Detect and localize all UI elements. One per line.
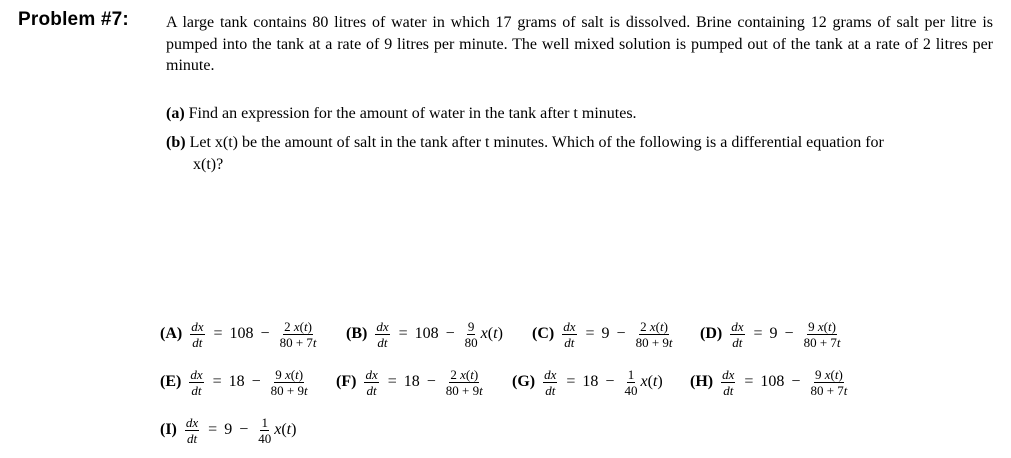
part-b-text: Let x(t) be the amount of salt in the tank after t minutes. Which of the following is a differential equation for — [189, 134, 884, 151]
rate-denominator: 80 + 7t — [810, 382, 848, 398]
part-a-label: (a) — [166, 105, 185, 122]
rate-fraction — [635, 320, 674, 349]
trailing-term: x(t) — [480, 325, 503, 342]
option-label: (A) — [160, 325, 183, 342]
derivative-numerator: dx — [185, 414, 199, 430]
rate-fraction — [279, 320, 318, 349]
minus-sign: − — [445, 325, 455, 342]
derivative-numerator: dx — [544, 366, 557, 382]
equals-sign: = — [208, 421, 218, 438]
constant-term: 108 — [229, 325, 254, 342]
answer-option-b[interactable] — [346, 314, 503, 354]
derivative-denominator: dt — [191, 382, 202, 398]
minus-sign: − — [251, 373, 261, 390]
derivative-denominator: dt — [732, 334, 743, 350]
rate-denominator: 80 + 9t — [270, 382, 308, 398]
minus-sign: − — [239, 421, 249, 438]
part-b-text-continued: x(t)? — [193, 155, 224, 173]
derivative-fraction — [730, 320, 744, 349]
rate-numerator: 9 — [467, 318, 475, 334]
rate-denominator: 40 — [624, 382, 638, 398]
rate-numerator: 1 — [261, 414, 268, 430]
rate-fraction — [803, 320, 842, 349]
option-label: (G) — [512, 373, 536, 390]
derivative-denominator: dt — [186, 430, 198, 446]
minus-sign: − — [426, 373, 436, 390]
option-label: (H) — [690, 373, 714, 390]
derivative-fraction — [364, 368, 378, 397]
problem-statement: A large tank contains 80 litres of water in which 17 grams of salt is dissolved. Brine containing 12 grams of salt per litre is pumped into the tank at a rate of 9 litres per minute. The well mixed solution is pumped out of the tank at a rate of 2 litres per minute. — [166, 14, 993, 74]
rate-numerator: 9 x(t) — [815, 366, 843, 382]
trailing-term: x(t) — [640, 373, 663, 390]
derivative-numerator: dx — [365, 366, 378, 382]
rate-fraction — [445, 368, 484, 397]
derivative-denominator: dt — [545, 382, 556, 398]
derivative-numerator: dx — [376, 318, 389, 334]
equals-sign: = — [398, 325, 408, 342]
derivative-fraction — [375, 320, 389, 349]
rate-fraction — [270, 368, 309, 397]
constant-term: 9 — [601, 325, 610, 342]
rate-denominator: 80 + 9t — [635, 334, 673, 350]
rate-numerator: 2 x(t) — [640, 318, 668, 334]
constant-term: 108 — [760, 373, 785, 390]
option-label: (C) — [532, 325, 555, 342]
trailing-term: x(t) — [274, 421, 297, 438]
part-b-label: (b) — [166, 134, 186, 151]
rate-denominator: 40 — [258, 430, 272, 446]
derivative-denominator: dt — [723, 382, 734, 398]
rate-numerator: 9 x(t) — [808, 318, 836, 334]
rate-numerator: 2 x(t) — [450, 366, 479, 382]
derivative-numerator: dx — [191, 318, 204, 334]
derivative-denominator: dt — [366, 382, 377, 398]
answer-option-g[interactable] — [512, 362, 663, 402]
problem-label: Problem #7: — [18, 9, 129, 30]
derivative-numerator: dx — [190, 366, 203, 382]
part-b — [166, 132, 992, 175]
derivative-fraction — [721, 368, 735, 397]
rate-numerator: 9 x(t) — [275, 366, 304, 382]
rate-fraction — [809, 368, 848, 397]
answer-option-f[interactable] — [336, 362, 486, 402]
constant-term: 18 — [582, 373, 599, 390]
rate-denominator: 80 + 7t — [279, 334, 317, 350]
derivative-numerator: dx — [722, 366, 735, 382]
rate-denominator: 80 + 7t — [803, 334, 841, 350]
derivative-denominator: dt — [377, 334, 388, 350]
derivative-fraction — [185, 416, 199, 445]
constant-term: 18 — [228, 373, 245, 390]
part-a — [166, 103, 992, 125]
answer-option-e[interactable] — [160, 362, 311, 402]
equals-sign: = — [753, 325, 763, 342]
option-label: (F) — [336, 373, 357, 390]
rate-denominator: 80 — [464, 334, 478, 350]
minus-sign: − — [791, 373, 801, 390]
option-label: (I) — [160, 421, 177, 438]
rate-numerator: 1 — [627, 366, 635, 382]
rate-fraction — [257, 416, 272, 445]
equals-sign: = — [585, 325, 595, 342]
constant-term: 9 — [769, 325, 778, 342]
part-a-text: Find an expression for the amount of water in the tank after t minutes. — [188, 105, 637, 122]
rate-fraction — [464, 320, 479, 349]
equals-sign: = — [387, 373, 397, 390]
derivative-denominator: dt — [192, 334, 203, 350]
derivative-numerator: dx — [563, 318, 576, 334]
constant-term: 9 — [224, 421, 233, 438]
answer-option-c[interactable] — [532, 314, 676, 354]
option-label: (E) — [160, 373, 182, 390]
derivative-fraction — [543, 368, 557, 397]
derivative-fraction — [190, 320, 204, 349]
minus-sign: − — [616, 325, 626, 342]
derivative-fraction — [189, 368, 203, 397]
minus-sign: − — [260, 325, 270, 342]
derivative-numerator: dx — [731, 318, 744, 334]
option-label: (D) — [700, 325, 723, 342]
minus-sign: − — [784, 325, 794, 342]
equals-sign: = — [566, 373, 576, 390]
rate-denominator: 80 + 9t — [445, 382, 483, 398]
equals-sign: = — [213, 325, 223, 342]
constant-term: 18 — [403, 373, 420, 390]
rate-fraction — [623, 368, 638, 397]
answer-option-d[interactable] — [700, 314, 844, 354]
answer-option-h[interactable] — [690, 362, 850, 402]
rate-numerator: 2 x(t) — [284, 318, 312, 334]
equals-sign: = — [212, 373, 222, 390]
answer-option-i[interactable] — [160, 410, 296, 450]
constant-term: 108 — [414, 325, 439, 342]
equals-sign: = — [744, 373, 754, 390]
minus-sign: − — [605, 373, 615, 390]
derivative-fraction — [562, 320, 576, 349]
option-label: (B) — [346, 325, 368, 342]
answer-option-a[interactable] — [160, 314, 320, 354]
derivative-denominator: dt — [564, 334, 575, 350]
